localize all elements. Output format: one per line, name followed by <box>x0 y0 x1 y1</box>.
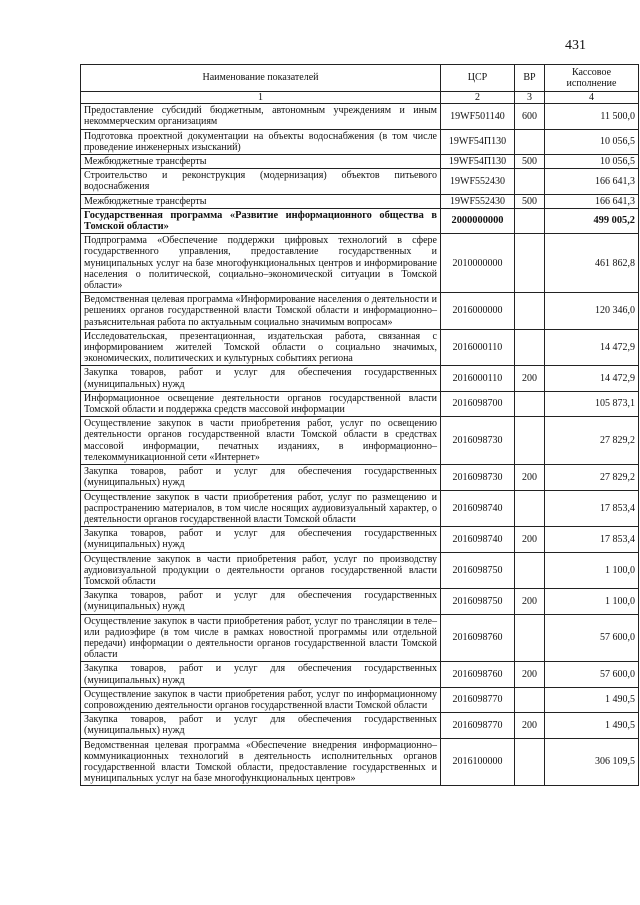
table-row <box>81 662 639 687</box>
row-name: Закупка товаров, работ и услуг для обеспечения государственных (муниципальных) нужд <box>81 713 441 738</box>
row-name: Информационное освещение деятельности органов государственной власти Томской области и поддержка средств массовой информации <box>81 391 441 416</box>
row-sum: 1 490,5 <box>545 687 639 712</box>
row-name: Строительство и реконструкция (модернизация) объектов питьевого водоснабжения <box>81 169 441 194</box>
row-vr <box>515 391 545 416</box>
row-name: Осуществление закупок в части приобретения работ, услуг по трансляции в теле– или радиоэфире (в том числе в рамках новостной программы или отдельной передачи) информации о деятельности органов государственной власти Томской области <box>81 614 441 662</box>
table-row <box>81 490 639 527</box>
row-csr: 2016098750 <box>441 552 515 589</box>
table-row <box>81 194 639 208</box>
row-sum: 10 056,5 <box>545 129 639 154</box>
table-row <box>81 234 639 293</box>
row-vr: 200 <box>515 662 545 687</box>
row-csr: 2016098700 <box>441 391 515 416</box>
row-vr: 200 <box>515 527 545 552</box>
row-name: Исследовательская, презентационная, издательская работа, связанная с информированием жителей Томской области о социально значимых, экономических, политических и культурных событиях региона <box>81 329 441 366</box>
row-sum: 166 641,3 <box>545 194 639 208</box>
column-number: 4 <box>545 92 639 104</box>
column-number-row <box>81 92 639 104</box>
row-sum: 57 600,0 <box>545 662 639 687</box>
row-sum: 499 005,2 <box>545 208 639 233</box>
row-csr: 19WF552430 <box>441 169 515 194</box>
row-vr: 200 <box>515 366 545 391</box>
row-sum: 27 829,2 <box>545 465 639 490</box>
row-csr: 2016098750 <box>441 589 515 614</box>
row-vr <box>515 417 545 465</box>
row-vr: 600 <box>515 104 545 129</box>
header-sum: Кассовое исполнение <box>545 65 639 92</box>
row-sum: 306 109,5 <box>545 738 639 786</box>
row-sum: 17 853,4 <box>545 527 639 552</box>
row-csr: 2016100000 <box>441 738 515 786</box>
table-row <box>81 589 639 614</box>
row-name: Межбюджетные трансферты <box>81 194 441 208</box>
row-sum: 27 829,2 <box>545 417 639 465</box>
row-csr: 2016098770 <box>441 713 515 738</box>
row-csr: 2016098760 <box>441 614 515 662</box>
column-number: 1 <box>81 92 441 104</box>
header-row <box>81 65 639 92</box>
row-sum: 57 600,0 <box>545 614 639 662</box>
row-vr <box>515 687 545 712</box>
table-row <box>81 738 639 786</box>
row-sum: 17 853,4 <box>545 490 639 527</box>
row-name: Осуществление закупок в части приобретения работ, услуг по размещению и распространению материалов, в том числе носящих аудиовизуальный характер, о деятельности органов государственной власти Томской области <box>81 490 441 527</box>
table-row <box>81 155 639 169</box>
budget-table <box>80 64 639 786</box>
row-vr: 200 <box>515 589 545 614</box>
row-sum: 11 500,0 <box>545 104 639 129</box>
row-vr: 200 <box>515 465 545 490</box>
table-row <box>81 552 639 589</box>
row-csr: 2016000000 <box>441 293 515 330</box>
row-sum: 1 490,5 <box>545 713 639 738</box>
row-name: Ведомственная целевая программа «Информирование населения о деятельности и решениях органов государственной власти Томской области и информационно–разъяснительная работа по актуальным социально значимым вопросам» <box>81 293 441 330</box>
row-csr: 2016098740 <box>441 490 515 527</box>
table-row <box>81 208 639 233</box>
row-sum: 1 100,0 <box>545 589 639 614</box>
table-row <box>81 527 639 552</box>
row-name: Закупка товаров, работ и услуг для обеспечения государственных (муниципальных) нужд <box>81 589 441 614</box>
row-csr: 19WF54П130 <box>441 129 515 154</box>
row-name: Закупка товаров, работ и услуг для обеспечения государственных (муниципальных) нужд <box>81 366 441 391</box>
row-vr <box>515 234 545 293</box>
table-row <box>81 614 639 662</box>
row-sum: 10 056,5 <box>545 155 639 169</box>
table-row <box>81 687 639 712</box>
row-vr <box>515 738 545 786</box>
row-vr <box>515 329 545 366</box>
row-csr: 2016000110 <box>441 329 515 366</box>
table-body <box>81 104 639 786</box>
row-csr: 19WF552430 <box>441 194 515 208</box>
row-sum: 14 472,9 <box>545 366 639 391</box>
table-row <box>81 169 639 194</box>
column-number: 3 <box>515 92 545 104</box>
row-vr <box>515 129 545 154</box>
row-csr: 2016098730 <box>441 417 515 465</box>
row-vr <box>515 293 545 330</box>
row-name: Осуществление закупок в части приобретения работ, услуг по освещению деятельности органов государственной власти Томской области в средствах массовой информации, печатных изданиях, в информационно–телекоммуникационной сети «Интернет» <box>81 417 441 465</box>
row-sum: 105 873,1 <box>545 391 639 416</box>
row-name: Государственная программа «Развитие информационного общества в Томской области» <box>81 208 441 233</box>
row-name: Закупка товаров, работ и услуг для обеспечения государственных (муниципальных) нужд <box>81 662 441 687</box>
row-name: Осуществление закупок в части приобретения работ, услуг по производству аудиовизуальной продукции о деятельности органов государственной власти Томской области <box>81 552 441 589</box>
row-vr <box>515 490 545 527</box>
table-row <box>81 129 639 154</box>
column-number: 2 <box>441 92 515 104</box>
row-sum: 120 346,0 <box>545 293 639 330</box>
table-row <box>81 366 639 391</box>
row-name: Предоставление субсидий бюджетным, автономным учреждениям и иным некоммерческим организациям <box>81 104 441 129</box>
row-name: Подготовка проектной документации на объекты водоснабжения (в том числе проведение инженерных изысканий) <box>81 129 441 154</box>
header-csr: ЦСР <box>441 65 515 92</box>
row-name: Осуществление закупок в части приобретения работ, услуг по информационному сопровождению деятельности органов государственной власти Томской области <box>81 687 441 712</box>
row-vr <box>515 552 545 589</box>
row-sum: 1 100,0 <box>545 552 639 589</box>
row-name: Межбюджетные трансферты <box>81 155 441 169</box>
row-vr: 200 <box>515 713 545 738</box>
row-csr: 2016000110 <box>441 366 515 391</box>
row-name: Подпрограмма «Обеспечение поддержки цифровых технологий в сфере государственного управления, предоставление государственных и муниципальных услуг на базе многофункциональных центров и информирование населения о политической, социально–экономической ситуации в Томской области» <box>81 234 441 293</box>
row-csr: 2016098760 <box>441 662 515 687</box>
row-vr: 500 <box>515 194 545 208</box>
row-name: Ведомственная целевая программа «Обеспечение внедрения информационно–коммуникационных технологий в деятельность исполнительных органов государственной власти Томской области, предоставление государственных и муниципальных услуг на базе многофункциональных центров» <box>81 738 441 786</box>
row-csr: 2000000000 <box>441 208 515 233</box>
row-sum: 166 641,3 <box>545 169 639 194</box>
page-number: 431 <box>565 38 586 53</box>
row-csr: 19WF54П130 <box>441 155 515 169</box>
row-name: Закупка товаров, работ и услуг для обеспечения государственных (муниципальных) нужд <box>81 465 441 490</box>
table-row <box>81 465 639 490</box>
table-row <box>81 391 639 416</box>
table-row <box>81 293 639 330</box>
row-vr: 500 <box>515 155 545 169</box>
table-row <box>81 104 639 129</box>
row-sum: 14 472,9 <box>545 329 639 366</box>
row-csr: 2016098730 <box>441 465 515 490</box>
header-name: Наименование показателей <box>81 65 441 92</box>
table-row <box>81 329 639 366</box>
row-name: Закупка товаров, работ и услуг для обеспечения государственных (муниципальных) нужд <box>81 527 441 552</box>
row-csr: 2016098740 <box>441 527 515 552</box>
row-csr: 2016098770 <box>441 687 515 712</box>
table-row <box>81 417 639 465</box>
header-vr: ВР <box>515 65 545 92</box>
row-sum: 461 862,8 <box>545 234 639 293</box>
row-vr <box>515 208 545 233</box>
table-row <box>81 713 639 738</box>
row-vr <box>515 169 545 194</box>
row-vr <box>515 614 545 662</box>
row-csr: 2010000000 <box>441 234 515 293</box>
row-csr: 19WF501140 <box>441 104 515 129</box>
